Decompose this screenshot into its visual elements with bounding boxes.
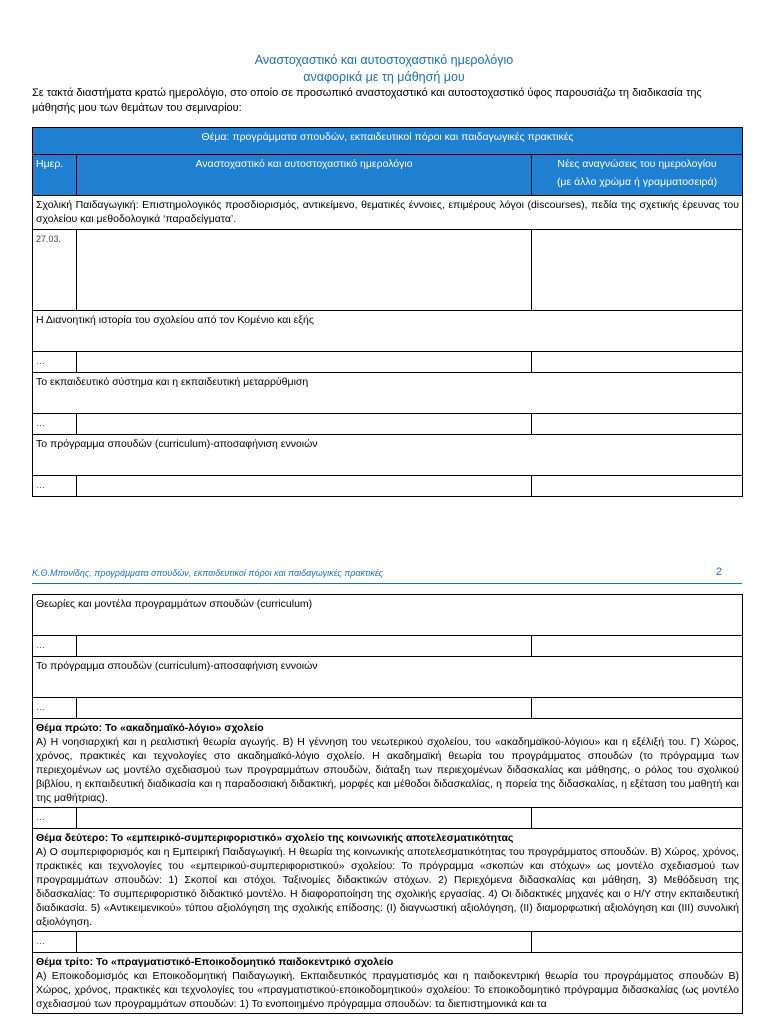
row-topic-cell: Το εκπαιδευτικό σύστημα και η εκπαιδευτική μεταρρύθμιση	[33, 373, 743, 414]
row-journal-cell[interactable]	[77, 230, 532, 311]
table-row	[33, 698, 743, 719]
col-new-readings-label: Νέες αναγνώσεις του ημερολογίου	[557, 158, 717, 170]
table-row	[33, 476, 743, 497]
row-new-readings-cell[interactable]	[532, 698, 743, 719]
row-date-cell[interactable]: …	[33, 476, 77, 497]
page-footer	[32, 568, 742, 584]
row-topic-cell: Η Διανοητική ιστορία του σχολείου από τον Κομένιο και εξής	[33, 311, 743, 352]
table-row	[33, 953, 743, 1014]
row-new-readings-cell[interactable]	[532, 932, 743, 953]
table-row	[33, 829, 743, 932]
col-new-readings-note: (με άλλο χρώμα ή γραμματοσειρά)	[556, 176, 718, 188]
theme-heading: Θέμα πρώτο: Το «ακαδημαϊκό-λόγιο» σχολείο	[36, 722, 264, 734]
title-line-2: αναφορικά με τη μάθησή μου	[303, 70, 465, 84]
row-date-cell[interactable]: …	[33, 932, 77, 953]
table-row	[33, 196, 743, 230]
row-journal-cell[interactable]	[77, 414, 532, 435]
theme-body: Α) Ο συμπεριφορισμός και η Εμπειρική Παιδαγωγική. Η θεωρία της κοινωνικής αποτελεσματικότητας του προγράμματος σπουδών. Β) Χώρος, χρόνος, πρακτικές και τεχνολογίες του «εμπειρικού-συμπεριφοριστικού» σχολείου: Το πρόγραμμα «σκοπών και στόχων» ως μοντέλο σχεδιασμού των προγραμμάτων σπουδών: 1) Σκοποί και στόχοι. Ταξινομίες διδακτικών στόχων. 2) Περιεχόμενα διδασκαλίας και μάθηση, 3) Μεθόδευση της διδασκαλίας: Το συμπεριφοριστικό διδακτικό μοντέλο. Η διαφοροποίηση της σχολικής εργασίας. 4) Οι διδακτικές μηχανές και ο Η/Υ στην εκπαιδευτική διαδικασία. 5) «Αντικειμενικού» τύπου αξιολόγηση της σχολικής επίδοσης: (Ι) διαγνωστική αξιολόγηση, (ΙΙ) διαμορφωτική αξιολόγηση και (ΙΙΙ) συνολική αξιολόγηση.	[36, 846, 739, 928]
col-journal-header: Αναστοχαστικό και αυτοστοχαστικό ημερολόγιο	[77, 155, 532, 196]
row-topic-cell: Θεωρίες και μοντέλα προγραμμάτων σπουδών (curriculum)	[33, 595, 743, 636]
row-theme-cell	[33, 719, 743, 808]
row-topic-cell: Το πρόγραμμα σπουδών (curriculum)-αποσαφήνιση εννοιών	[33, 657, 743, 698]
row-new-readings-cell[interactable]	[532, 352, 743, 373]
row-date-cell[interactable]: 27.03.	[33, 230, 77, 311]
theme-body: Α) Εποικοδομισμός και Εποικοδομητική Παιδαγωγική. Εκπαιδευτικός πραγματισμός και η παιδοκεντρική θεωρία του προγράμματος σπουδών Β) Χώρος, χρόνος, πρακτικές και τεχνολογίες του «πραγματιστικού-εποικοδομητικού» σχολείου: Το εποικοδομητικό πρόγραμμα διδασκαλίας (ως μοντέλο σχεδιασμού των προγραμμάτων σπουδών: 1) Το ενοποιημένο πρόγραμμα σπουδών: τα διεπιστημονικά και τα	[36, 970, 739, 1010]
page-title	[0, 52, 768, 86]
row-journal-cell[interactable]	[77, 636, 532, 657]
row-new-readings-cell[interactable]	[532, 808, 743, 829]
table-column-header	[33, 155, 743, 196]
table-row	[33, 435, 743, 476]
row-date-cell[interactable]: …	[33, 698, 77, 719]
row-topic-cell: Σχολική Παιδαγωγική: Επιστημολογικός προσδιορισμός, αντικείμενο, θεματικές έννοιες, επιμέρους λόγοι (discourses), πεδία της σχετικής έρευνας του σχολείου και μεθοδολογικά ‘παραδείγματα’.	[33, 196, 743, 230]
row-topic-cell: Το πρόγραμμα σπουδών (curriculum)-αποσαφήνιση εννοιών	[33, 435, 743, 476]
page-number: 2	[715, 566, 722, 578]
table-row	[33, 636, 743, 657]
table-row	[33, 657, 743, 698]
footer-text: Κ.Θ.Μπονίδης, προγράμματα σπουδών, εκπαιδευτικοί πόροι και παιδαγωγικές πρακτικές	[32, 568, 384, 578]
table-row	[33, 373, 743, 414]
intro-text: Σε τακτά διαστήματα κρατώ ημερολόγιο, στο οποίο σε προσωπικό αναστοχαστικό και αυτοστοχαστικό ύφος παρουσιάζω τη διαδικασία της μάθησής μου των θεμάτων του σεμιναρίου:	[32, 87, 702, 114]
row-journal-cell[interactable]	[77, 808, 532, 829]
table-topic-header	[33, 128, 743, 155]
row-date-cell[interactable]: …	[33, 636, 77, 657]
table-row	[33, 414, 743, 435]
table-row	[33, 932, 743, 953]
row-new-readings-cell[interactable]	[532, 414, 743, 435]
col-date-header: Ημερ.	[33, 155, 77, 196]
row-new-readings-cell[interactable]	[532, 476, 743, 497]
table-row	[33, 352, 743, 373]
table-row	[33, 311, 743, 352]
row-theme-cell	[33, 953, 743, 1014]
row-journal-cell[interactable]	[77, 352, 532, 373]
row-new-readings-cell[interactable]	[532, 230, 743, 311]
table-row	[33, 595, 743, 636]
theme-heading: Θέμα τρίτο: Το «πραγματιστικό-Εποικοδομητικό παιδοκεντρικό σχολείο	[36, 956, 394, 968]
row-journal-cell[interactable]	[77, 476, 532, 497]
row-theme-cell	[33, 829, 743, 932]
row-date-cell[interactable]: …	[33, 414, 77, 435]
title-line-1: Αναστοχαστικό και αυτοστοχαστικό ημερολόγιο	[254, 53, 514, 67]
row-date-cell[interactable]: …	[33, 808, 77, 829]
theme-body: Α) Η νοησιαρχική και η ρεαλιστική θεωρία αγωγής. Β) Η γέννηση του νεωτερικού σχολείου, του «ακαδημαϊκού-λόγιου» και η εξέλιξή του. Γ) Χώρος, χρόνος, πρακτικές και τεχνολογίες στο ακαδημαϊκό-λόγιο σχολείο. Η ακαδημαϊκή θεωρία του προγράμματος σπουδών (το πρόγραμμα των περιεχομένων ως μοντέλο σχεδιασμού των προγραμμάτων σπουδών, διάταξη των περιεχομένων διδασκαλίας και μάθησης, ο ρόλος του σχολικού βιβλίου, η εκπαιδευτική διαδικασία και η παραδοσιακή διδακτική, μορφές και μέθοδοι διδασκαλίας, η πορεία της διδασκαλίας, η εξέταση του μαθητή και της μαθήτριας).	[36, 736, 739, 804]
col-new-readings-header	[532, 155, 743, 196]
journal-table-page-1	[32, 127, 743, 497]
row-date-cell[interactable]: …	[33, 352, 77, 373]
journal-table-page-2	[32, 594, 743, 1014]
row-journal-cell[interactable]	[77, 932, 532, 953]
table-row	[33, 719, 743, 808]
table-row	[33, 230, 743, 311]
theme-heading: Θέμα δεύτερο: Το «εμπειρικό-συμπεριφοριστικό» σχολείο της κοινωνικής αποτελεσματικότητας	[36, 832, 514, 844]
table-row	[33, 808, 743, 829]
row-new-readings-cell[interactable]	[532, 636, 743, 657]
row-journal-cell[interactable]	[77, 698, 532, 719]
topic-header-cell: Θέμα: προγράμματα σπουδών, εκπαιδευτικοί πόροι και παιδαγωγικές πρακτικές	[33, 128, 743, 155]
